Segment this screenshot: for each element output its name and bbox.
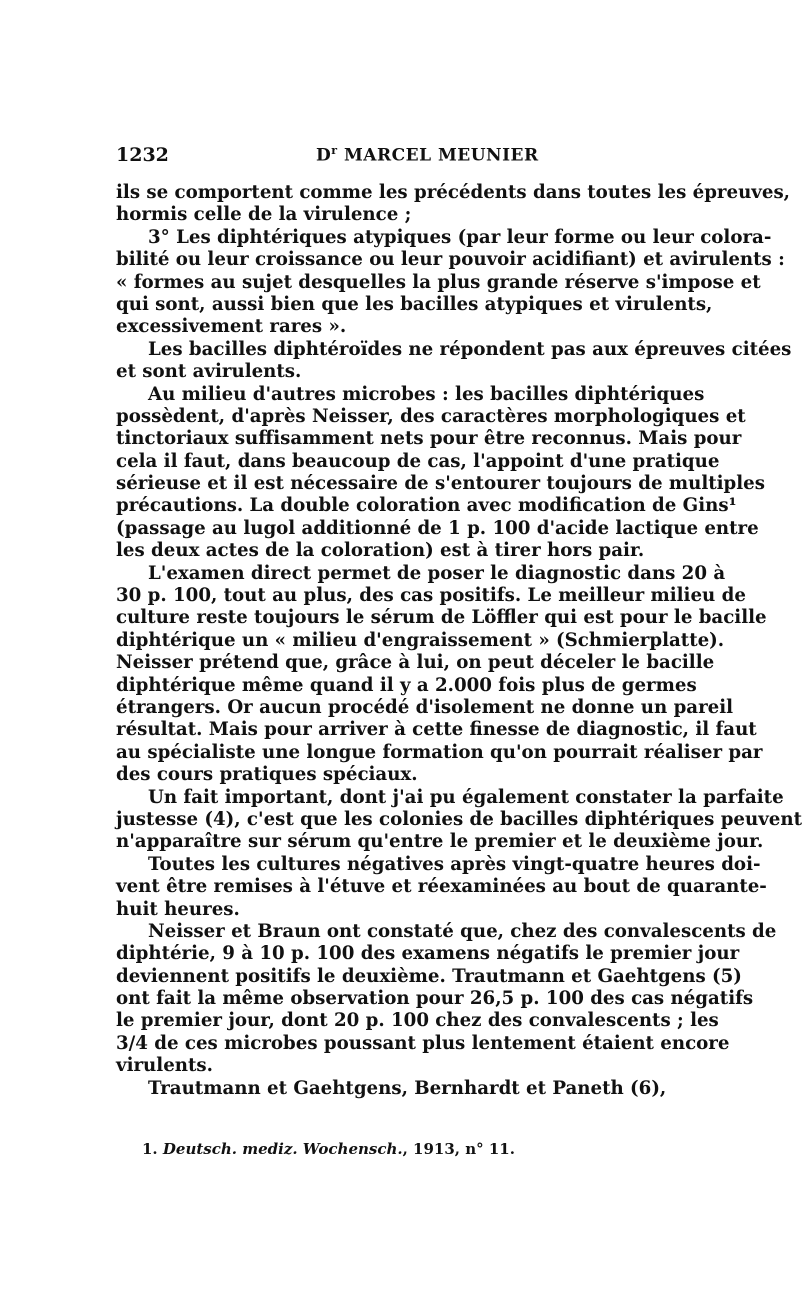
text-line: précautions. La double coloration avec modification de Gins¹ [116,495,737,517]
text-line: diphtérique un « milieu d'engraissement » (Schmierplatte). [116,629,725,651]
text-line: ils se comportent comme les précédents dans toutes les épreuves, [116,182,791,203]
text-line: (passage au lugol additionné de 1 p. 100 d'acide lactique entre [116,517,759,539]
text-line: « formes au sujet desquelles la plus grande réserve s'impose et [116,271,761,293]
page-number: 1232 [116,144,169,166]
text-line: résultat. Mais pour arriver à cette finesse de diagnostic, il faut [116,719,757,741]
text-line: diphtérique même quand il y a 2.000 fois plus de germes [116,674,697,696]
text-line: 3° Les diphtériques atypiques (par leur forme ou leur colora- [148,226,772,248]
text-line: possèdent, d'après Neisser, des caractères morphologiques et [116,405,746,427]
text-line: le premier jour, dont 20 p. 100 chez des convalescents ; les [116,1010,719,1032]
page-header [116,144,686,170]
text-line: Un fait important, dont j'ai pu également constater la parfaite [148,786,784,808]
running-head-sup: r [331,144,338,157]
footnote-details: , 1913, n° 11. [402,1140,515,1158]
text-line: sérieuse et il est nécessaire de s'entourer toujours de multiples [116,473,765,495]
text-line: au spécialiste une longue formation qu'on pourrait réaliser par [116,741,763,763]
text-line: des cours pratiques spéciaux. [116,764,418,786]
text-line: virulents. [116,1055,213,1077]
text-line: n'apparaître sur sérum qu'entre le premier et le deuxième jour. [116,831,764,853]
text-line: Neisser et Braun ont constaté que, chez des convalescents de [148,920,777,942]
text-line: 3/4 de ces microbes poussant plus lentement étaient encore [116,1032,730,1054]
text-line: 30 p. 100, tout au plus, des cas positifs. Le meilleur milieu de [116,585,746,607]
text-line: Toutes les cultures négatives après vingt-quatre heures doi- [148,853,761,875]
text-line: excessivement rares ». [116,316,347,338]
text-line: justesse (4), c'est que les colonies de bacilles diphtériques peuvent [116,808,802,830]
text-line: Au milieu d'autres microbes : les bacilles diphtériques [148,383,705,405]
text-line: huit heures. [116,898,240,920]
text-line: cela il faut, dans beaucoup de cas, l'appoint d'une pratique [116,450,720,472]
text-line: tinctoriaux suffisamment nets pour être reconnus. Mais pour [116,428,742,450]
footnote-source: Deutsch. mediz. Wochensch. [162,1140,403,1158]
text-line: et sont avirulents. [116,361,302,383]
text-line: bilité ou leur croissance ou leur pouvoir acidifiant) et avirulents : [116,249,785,271]
text-line: Neisser prétend que, grâce à lui, on peut déceler le bacille [116,652,715,674]
text-line: qui sont, aussi bien que les bacilles atypiques et virulents, [116,293,713,315]
text-line: L'examen direct permet de poser le diagnostic dans 20 à [148,562,726,584]
text-line: les deux actes de la coloration) est à tirer hors pair. [116,540,645,562]
footnote-number: 1. [142,1140,158,1158]
text-line: hormis celle de la virulence ; [116,204,412,226]
text-line: vent être remises à l'étuve et réexaminées au bout de quarante- [116,876,767,898]
text-line: Les bacilles diphtéroïdes ne répondent pas aux épreuves citées [148,338,792,360]
running-head-name: MARCEL MEUNIER [337,145,539,166]
footnote [142,1140,682,1158]
text-line: Trautmann et Gaehtgens, Bernhardt et Paneth (6), [148,1077,667,1099]
text-line: culture reste toujours le sérum de Löffler qui est pour le bacille [116,607,767,629]
text-line: ont fait la même observation pour 26,5 p. 100 des cas négatifs [116,988,754,1010]
text-line: deviennent positifs le deuxième. Trautmann et Gaehtgens (5) [116,965,742,987]
text-line: étrangers. Or aucun procédé d'isolement ne donne un pareil [116,696,734,718]
body-text [116,182,802,1100]
text-line: diphtérie, 9 à 10 p. 100 des examens négatifs le premier jour [116,943,740,965]
running-head-prefix: D [316,145,332,166]
running-head [316,144,539,166]
